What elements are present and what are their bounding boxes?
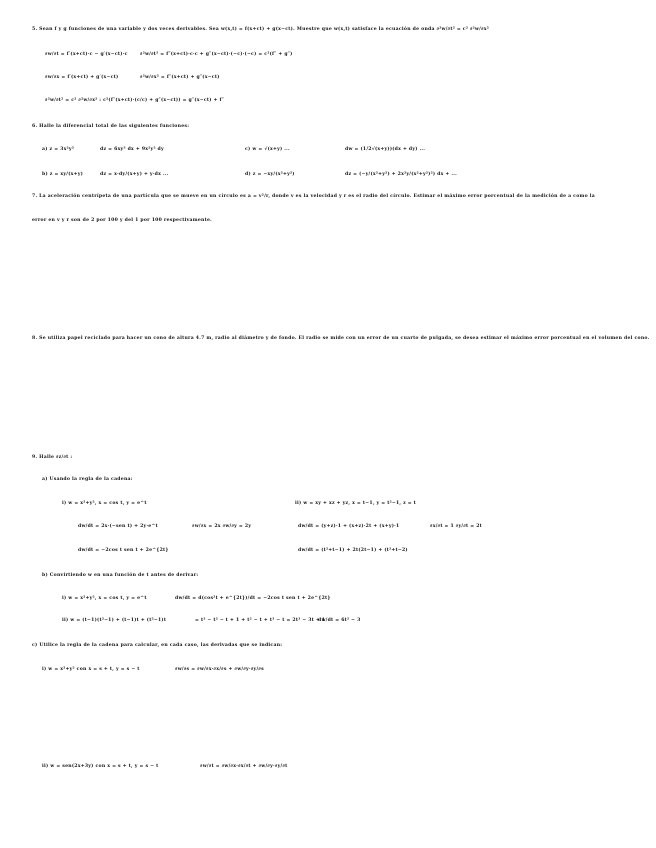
p9-i-s1: dw/dt = 2x·(−sen t) + 2y·e^t [78,524,158,529]
p9-ii-s2: ∂x/∂t = 1 ∂y/∂t = 2t [430,524,483,529]
p6-c: c) w = √(x+y) ... [245,147,290,152]
p6-d-sol: dz = (−y/(x²+y²) + 2x²y/(x²+y²)²) dx + ... [345,172,457,177]
p6-statement: 6. Halle la diferencial total de las siguientes funciones: [32,124,190,129]
p5-statement: 5. Sean f y g funciones de una variable y dos veces derivables. Sea w(x,t) = f(x+ct) + g(x−ct). Muestre que w(x,t) satisface la ecuación de onda ∂²w/∂t² = c² ∂²w/∂x² [32,27,490,32]
p7-line1: 7. La aceleración centrípeta de una partícula que se mueve en un círculo es a = v²/r, donde v es la velocidad y r es el radio del círculo. Estimar el máximo error porcentual de la medición de a como la [32,194,596,199]
p6-d: d) z = −xy/(x²+y²) [245,172,295,177]
p6-b-sol: dz = x·dy/(x+y) + y·dx ... [100,172,169,177]
p9-b-ii-sol: = t³ − t² − t + 1 + t² − t + t³ − t = 2t³ − 3t + 1 [195,618,326,623]
p5-step-a: ∂w/∂t = f′(x+ct)·c − g′(x−ct)·c [45,52,128,57]
p9-b-title: b) Convirtiendo w en una función de t antes de derivar: [42,573,199,578]
p9-c-i-sol: ∂w/∂s = ∂w/∂x·∂x/∂s + ∂w/∂y·∂y/∂s [175,667,264,672]
p9-c-ii: ii) w = sen(2x+3y) con x = s + t, y = s − t [42,764,159,769]
p6-a-sol: dz = 6xy³ dx + 9x²y² dy [100,147,164,152]
p8-line1: 8. Se utiliza papel reciclado para hacer un cono de altura 4.7 m, radio al diámetro y de fondo. El radio se mide con un error de un cuarto de pulgada, se desea estimar el máximo error porcentual en el volumen del cono. [32,336,650,341]
p9-b-i: i) w = x²+y², x = cos t, y = e^t [62,596,147,601]
p5-step-b: ∂²w/∂t² = f″(x+ct)·c·c + g″(x−ct)·(−c)·(−c) = c²(f″ + g″) [140,52,293,57]
p9-ii-s1: dw/dt = (y+z)·1 + (x+z)·2t + (x+y)·1 [298,524,400,529]
p9-i-s3: dw/dt = −2cos t sen t + 2e^{2t} [78,548,169,553]
p9-ii: ii) w = xy + xz + yz, x = t−1, y = t²−1, z = t [295,501,417,506]
p9-a-title: a) Usando la regla de la cadena: [42,477,133,482]
p6-b: b) z = xy/(x+y) [42,172,84,177]
p9-c-ii-sol: ∂w/∂t = ∂w/∂x·∂x/∂t + ∂w/∂y·∂y/∂t [200,764,288,769]
p9-c-i: i) w = x²+y² con x = s + t, y = s − t [42,667,140,672]
p6-c-sol: dw = (1/2√(x+y))(dx + dy) ... [345,147,426,152]
p9-i-s2: ∂w/∂x = 2x ∂w/∂y = 2y [192,524,252,529]
p7-line2: error en v y r son de 2 por 100 y del 1 por 100 respectivamente. [32,218,213,223]
p9-b-ii: ii) w = (t−1)(t²−1) + (t−1)t + (t²−1)t [62,618,167,623]
p9-i: i) w = x²+y², x = cos t, y = e^t [62,501,147,506]
p6-a: a) z = 3x²y³ [42,147,75,152]
p9-c-title: c) Utilice la regla de la cadena para calcular, en cada caso, las derivadas que se indican: [32,643,283,648]
p5-step-d: ∂²w/∂x² = f″(x+ct) + g″(x−ct) [140,75,220,80]
p9-ii-s3: dw/dt = (t²+t−1) + 2t(2t−1) + (t²+t−2) [298,548,408,553]
p9-heading: 9. Halle ∂z/∂t : [32,455,73,460]
p5-step-e: ∂²w/∂t² = c² ∂²w/∂x² : c²(f″(x+ct)·(c/c) + g″(x−ct)) = g″(x−ct) + f″ [45,98,225,103]
p9-b-ii-deriv: dw/dt = 6t² − 3 [318,618,361,623]
p5-step-c: ∂w/∂x = f′(x+ct) + g′(x−ct) [45,75,119,80]
p9-b-i-sol: dw/dt = d(cos²t + e^{2t})/dt = −2cos t sen t + 2e^{2t} [175,596,331,601]
